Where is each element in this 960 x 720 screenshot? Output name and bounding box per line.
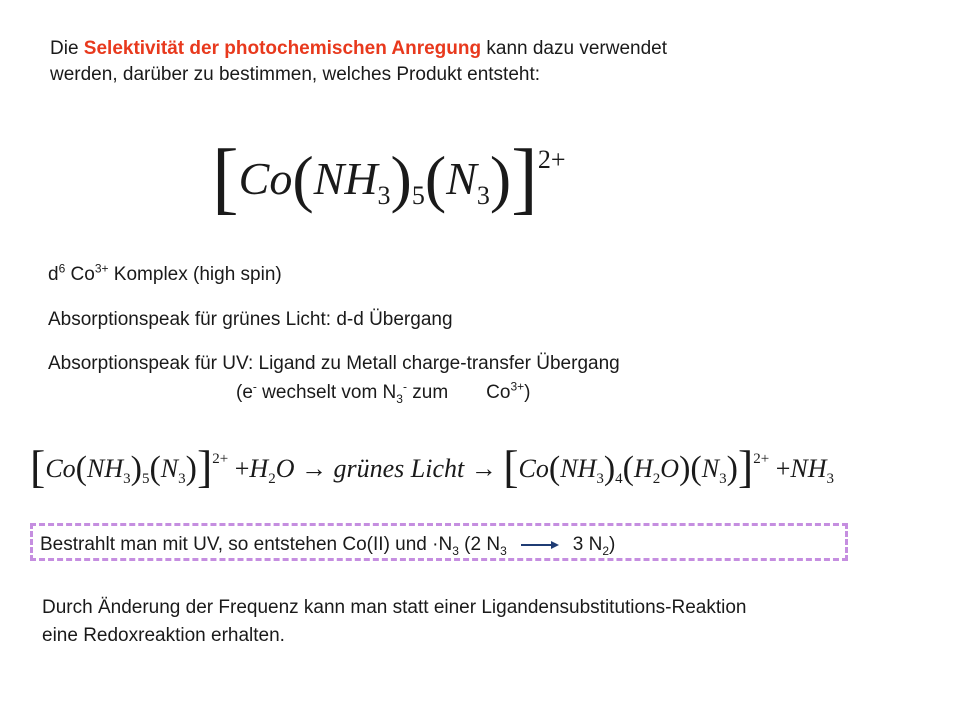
formula-co: Co (238, 153, 293, 204)
conclusion-line-1: Durch Änderung der Frequenz kann man statt einer Ligandensubstitutions-Reaktion (42, 597, 747, 618)
intro-paragraph (50, 36, 710, 88)
conclusion-line-2: eine Redoxreaktion erhalten. (42, 625, 285, 646)
intro-highlight: Selektivität der photochemischen Anregung (83, 38, 482, 59)
formula-charge: 2+ (537, 145, 566, 174)
uv-statement: Bestrahlt man mit UV, so entstehen Co(II) und $\cdot N_3$ (2 $N_3$ 3 $N_2$) (40, 532, 615, 558)
formula-n: N (446, 153, 477, 204)
intro-suffix: kann dazu verwendet werden, darüber zu bestimmen, welches Produkt entsteht: (50, 38, 668, 85)
bracket-open: [ (212, 134, 239, 222)
fact-line-2: Absorptionspeak für grünes Licht: d-d Übergang (48, 309, 453, 330)
complex-formula: $[Co(NH_3)_5(N_3)]^{2+}$ (212, 134, 566, 222)
fact-line-1: $d^6$ $Co^{3+}$ Komplex (high spin) (48, 261, 282, 285)
bracket-close: ] (511, 134, 538, 222)
reaction-equation: $[Co(NH_3)_5(N_3)]^{2+} +H_2O$ → grünes Licht → $[Co(NH_3)_4(H_2O)(N_3)]^{2+} +NH_3$ (30, 441, 834, 492)
fact-line-4: (e- wechselt vom $N_3^-$ zum $Co^{3+}$) (236, 379, 531, 406)
fact-line-3: Absorptionspeak für UV: Ligand zu Metall charge-transfer Übergang (48, 353, 620, 374)
formula-sub3a: 3 (377, 181, 391, 211)
intro-prefix: Die (50, 38, 84, 59)
formula-sub3b: 3 (476, 181, 490, 211)
formula-nh: NH (313, 153, 378, 204)
formula-sub5: 5 (411, 181, 425, 211)
reaction-arrow-icon (521, 532, 559, 558)
